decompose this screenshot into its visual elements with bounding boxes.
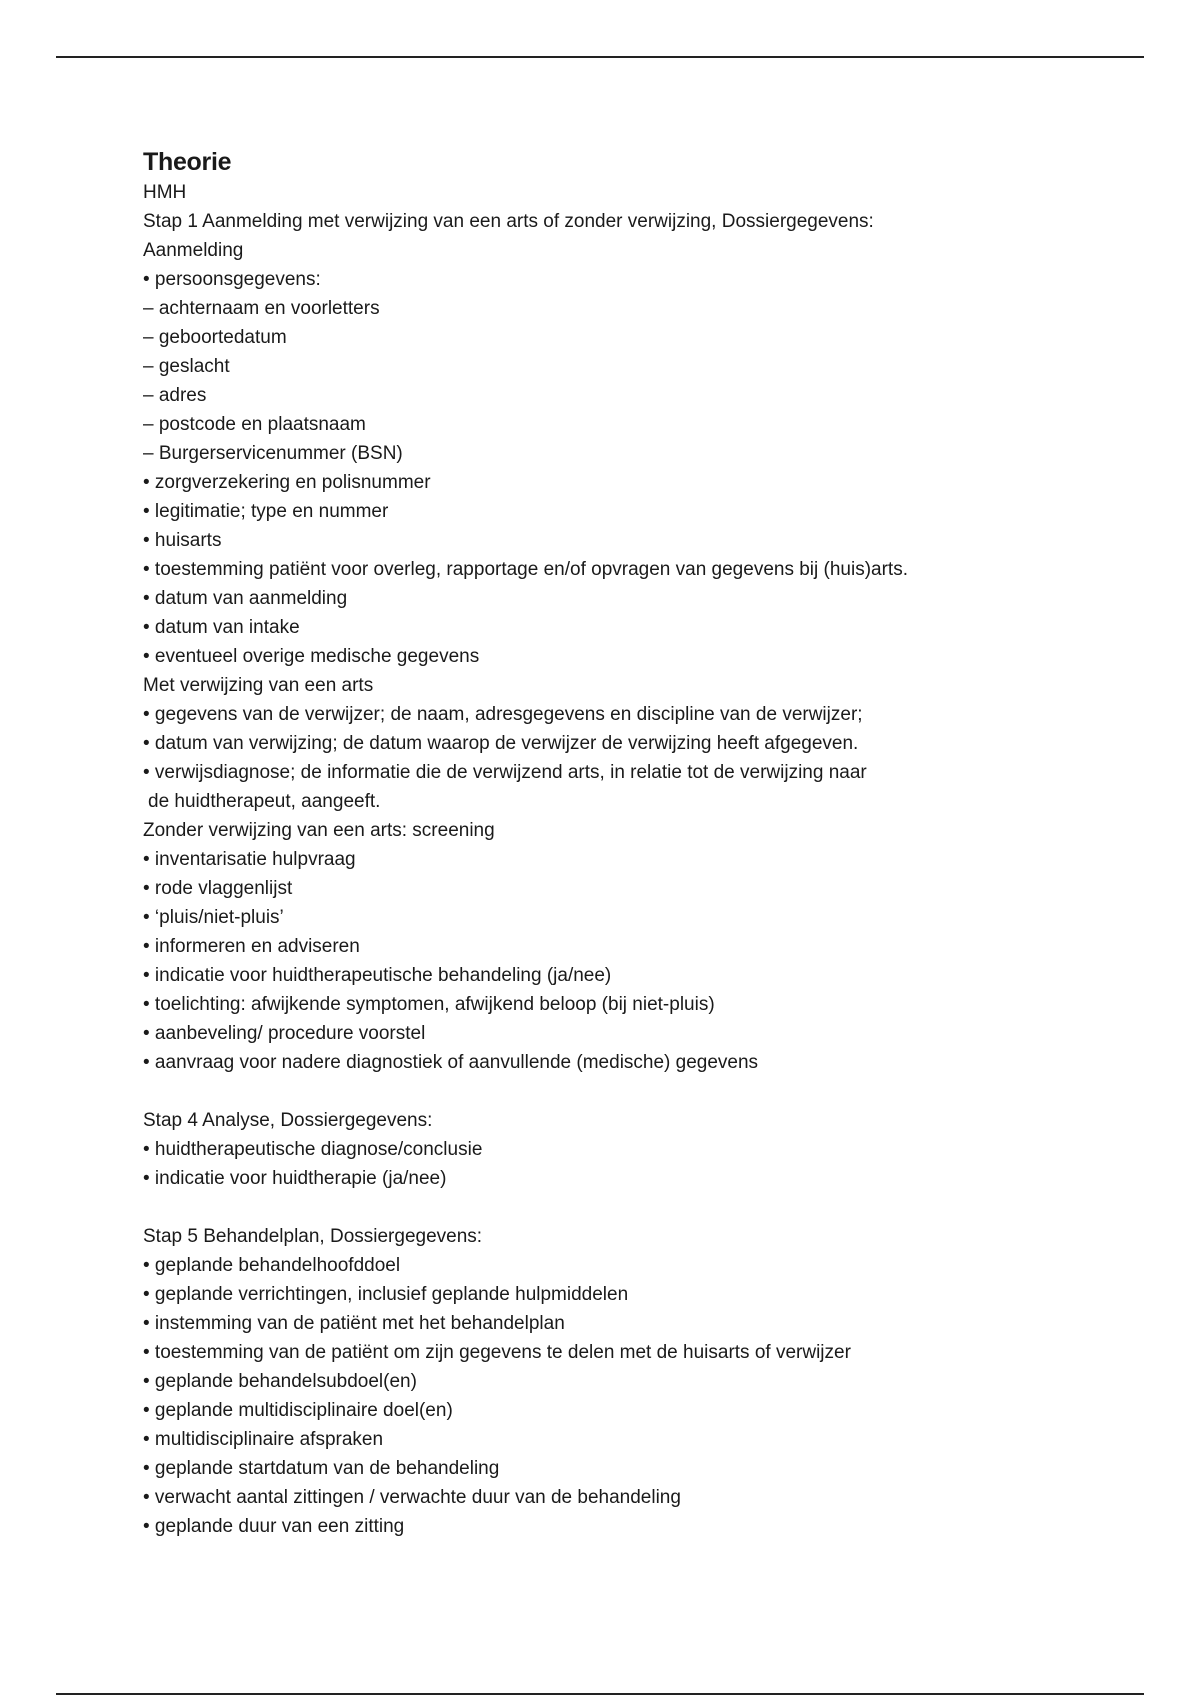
list-item: • huisarts [143,530,222,551]
subheading: Met verwijzing van een arts [143,675,374,696]
list-item: • datum van verwijzing; de datum waarop de verwijzer de verwijzing heeft afgegeven. [143,733,859,754]
list-item: • ‘pluis/niet-pluis’ [143,907,284,928]
list-item: • zorgverzekering en polisnummer [143,472,431,493]
section-heading: Stap 4 Analyse, Dossiergegevens: [143,1110,433,1131]
list-item: • indicatie voor huidtherapie (ja/nee) [143,1168,447,1189]
page-title: Theorie [143,148,232,176]
section-heading: Stap 5 Behandelplan, Dossiergegevens: [143,1226,483,1247]
list-item: • datum van intake [143,617,300,638]
list-item: • geplande startdatum van de behandeling [143,1458,500,1479]
list-item: • geplande behandelhoofddoel [143,1255,401,1276]
list-item: • aanbeveling/ procedure voorstel [143,1023,426,1044]
section-heading: Stap 1 Aanmelding met verwijzing van een arts of zonder verwijzing, Dossiergegevens: [143,211,874,232]
text-line: HMH [143,182,187,203]
list-item: • geplande behandelsubdoel(en) [143,1371,417,1392]
bottom-rule [56,1693,1144,1695]
list-item: – postcode en plaatsnaam [143,414,366,435]
list-item: – achternaam en voorletters [143,298,380,319]
list-item: • inventarisatie hulpvraag [143,849,356,870]
list-item: • gegevens van de verwijzer; de naam, adresgegevens en discipline van de verwijzer; [143,704,863,725]
list-item: – geslacht [143,356,230,377]
list-item: – geboortedatum [143,327,287,348]
list-item: • informeren en adviseren [143,936,360,957]
spacer [143,1193,1043,1222]
list-item: • legitimatie; type en nummer [143,501,389,522]
list-item: • multidisciplinaire afspraken [143,1429,384,1450]
list-item: • instemming van de patiënt met het behandelplan [143,1313,565,1334]
subheading: Zonder verwijzing van een arts: screening [143,820,495,841]
list-item: • toestemming patiënt voor overleg, rapportage en/of opvragen van gegevens bij (huis)arts. [143,559,908,580]
list-item: • toelichting: afwijkende symptomen, afwijkend beloop (bij niet-pluis) [143,994,715,1015]
spacer [143,1077,1043,1106]
list-item: • huidtherapeutische diagnose/conclusie [143,1139,483,1160]
list-item: • aanvraag voor nadere diagnostiek of aanvullende (medische) gegevens [143,1052,759,1073]
list-item: – Burgerservicenummer (BSN) [143,443,403,464]
list-item: – adres [143,385,207,406]
list-item: • indicatie voor huidtherapeutische behandeling (ja/nee) [143,965,612,986]
list-item: • geplande verrichtingen, inclusief geplande hulpmiddelen [143,1284,629,1305]
list-item: • verwijsdiagnose; de informatie die de verwijzend arts, in relatie tot de verwijzing naar [143,762,867,783]
list-item: • eventueel overige medische gegevens [143,646,480,667]
subheading: Aanmelding [143,240,244,261]
list-item: • datum van aanmelding [143,588,348,609]
list-item: • verwacht aantal zittingen / verwachte duur van de behandeling [143,1487,681,1508]
list-item: • persoonsgegevens: [143,269,321,290]
list-item: • geplande multidisciplinaire doel(en) [143,1400,453,1421]
list-item: • geplande duur van een zitting [143,1516,405,1537]
list-item: • toestemming van de patiënt om zijn gegevens te delen met de huisarts of verwijzer [143,1342,851,1363]
top-rule [56,56,1144,58]
list-item: • rode vlaggenlijst [143,878,293,899]
list-item-continuation: de huidtherapeut, aangeeft. [148,791,381,812]
document-body [143,146,1043,1541]
